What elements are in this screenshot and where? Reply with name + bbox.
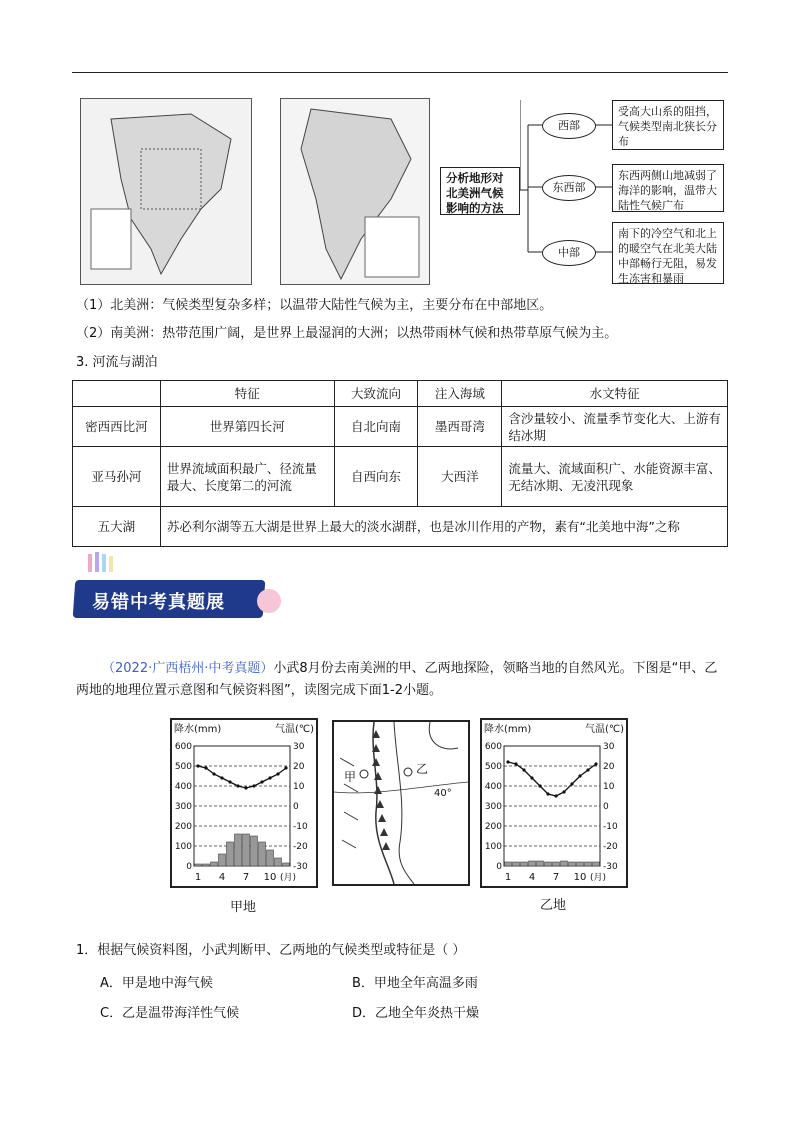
- temp-point: [244, 786, 247, 789]
- table-row: [73, 507, 728, 547]
- precip-bar: [227, 842, 234, 866]
- temp-tick-label: -20: [603, 842, 618, 852]
- precip-tick-label: 100: [484, 842, 502, 852]
- chart-caption-jia: 甲地: [230, 900, 257, 915]
- climate-chart-jia: [170, 718, 318, 890]
- temp-tick-label: -10: [293, 822, 308, 832]
- temp-point: [284, 766, 287, 769]
- precip-tick-label: 0: [496, 862, 502, 872]
- temp-tick-label: 20: [293, 762, 305, 772]
- temp-point: [522, 768, 525, 771]
- precip-tick-label: 600: [174, 742, 192, 752]
- temp-point: [228, 780, 231, 783]
- river-sea: 墨西哥湾: [418, 407, 502, 447]
- table-row: [73, 447, 728, 507]
- temp-point: [514, 762, 517, 765]
- temp-tick-label: -30: [603, 862, 618, 872]
- precip-tick-label: 500: [174, 762, 192, 772]
- precip-axis-label: 降水(mm): [174, 724, 222, 735]
- precip-bar: [569, 862, 576, 866]
- flow-branch-west: 西部: [542, 113, 596, 139]
- temp-point: [578, 774, 581, 777]
- precip-tick-label: 200: [484, 822, 502, 832]
- option-c[interactable]: C．乙是温带海洋性气候: [100, 1006, 240, 1021]
- temp-point: [236, 784, 239, 787]
- river-name: 密西西比河: [73, 407, 161, 447]
- map-label-yi: 乙: [416, 762, 429, 776]
- month-unit-label: (月): [589, 873, 607, 883]
- month-tick-label: 7: [552, 872, 560, 883]
- map-label-latitude: 40°: [434, 788, 452, 799]
- river-hydro: 含沙量较小、流量季节变化大、上游有结冰期: [502, 407, 728, 447]
- precip-tick-label: 100: [174, 842, 192, 852]
- north-america-climate-map: [80, 98, 252, 285]
- temp-point: [212, 772, 215, 775]
- option-a[interactable]: A．甲是地中海气候: [100, 976, 213, 991]
- south-america-climate-map: [280, 98, 430, 285]
- flow-text-central: 南下的冷空气和北上的暖空气在北美大陆中部畅行无阻，易发生冻害和暴雨: [612, 222, 724, 284]
- precip-tick-label: 400: [174, 782, 192, 792]
- temp-point: [196, 764, 199, 767]
- precip-tick-label: 0: [186, 862, 192, 872]
- temp-point: [570, 782, 573, 785]
- river-hydro: 流量大、流域面积广、水能资源丰富、无结冰期、无凌汛现象: [502, 447, 728, 507]
- temp-axis-label: 气温(℃): [274, 724, 314, 735]
- temp-tick-label: 30: [293, 742, 305, 752]
- question-1-stem: 1．根据气候资料图，小武判断甲、乙两地的气候类型或特征是（ ）: [76, 943, 466, 958]
- paragraph-south-america: （2）南美洲：热带范围广阔，是世界上最湿润的大洲；以热带雨林气候和热带草原气候为主。: [76, 326, 618, 341]
- river-feature: 世界第四长河: [160, 407, 334, 447]
- temp-axis-label: 气温(℃): [584, 724, 624, 735]
- temp-point: [546, 792, 549, 795]
- climate-chart-yi: [480, 718, 628, 890]
- precip-bar: [203, 864, 210, 866]
- precip-bar: [235, 834, 242, 866]
- month-unit-label: (月): [279, 873, 297, 883]
- precip-bar: [513, 862, 520, 866]
- precip-tick-label: 300: [484, 802, 502, 812]
- lake-name: 五大湖: [73, 507, 161, 547]
- river-name: 亚马孙河: [73, 447, 161, 507]
- precip-bar: [505, 862, 512, 866]
- precip-bar: [529, 861, 536, 866]
- question-intro: [76, 658, 728, 702]
- table-header: 水文特征: [502, 381, 728, 407]
- temp-tick-label: 10: [603, 782, 615, 792]
- river-sea: 大西洋: [418, 447, 502, 507]
- precip-tick-label: 500: [484, 762, 502, 772]
- precip-bar: [537, 861, 544, 866]
- table-header: [73, 381, 161, 407]
- precip-bar: [585, 862, 592, 866]
- lake-description: 苏必利尔湖等五大湖是世界上最大的淡水湖群，也是冰川作用的产物，素有“北美地中海”之称: [160, 507, 727, 547]
- precip-axis-label: 降水(mm): [484, 724, 532, 735]
- temp-point: [204, 766, 207, 769]
- month-tick-label: 7: [242, 872, 250, 883]
- flow-branch-eastwest: 东西部: [542, 175, 596, 201]
- precip-bar: [561, 861, 568, 866]
- temp-point: [538, 784, 541, 787]
- temp-tick-label: 30: [603, 742, 615, 752]
- precip-bar: [545, 862, 552, 866]
- precip-bar: [577, 862, 584, 866]
- month-tick-label: 1: [194, 872, 202, 883]
- precip-bar: [275, 858, 282, 866]
- precip-bar: [195, 864, 202, 866]
- temp-tick-label: -20: [293, 842, 308, 852]
- table-header: 特征: [160, 381, 334, 407]
- river-feature: 世界流域面积最广、径流量最大、长度第二的河流: [160, 447, 334, 507]
- precip-tick-label: 400: [484, 782, 502, 792]
- precip-tick-label: 200: [174, 822, 192, 832]
- month-tick-label: 10: [263, 872, 277, 883]
- river-direction: 自北向南: [334, 407, 418, 447]
- temp-point: [530, 776, 533, 779]
- precip-bar: [259, 842, 266, 866]
- precip-tick-label: 300: [174, 802, 192, 812]
- option-d[interactable]: D．乙地全年炎热干燥: [352, 1006, 480, 1021]
- temp-tick-label: 0: [603, 802, 609, 812]
- flow-branch-central: 中部: [542, 240, 596, 266]
- precip-bar: [267, 850, 274, 866]
- table-header-row: [73, 381, 728, 407]
- temp-point: [220, 776, 223, 779]
- paragraph-north-america: （1）北美洲：气候类型复杂多样；以温带大陆性气候为主，主要分布在中部地区。: [76, 298, 553, 313]
- temp-tick-label: -10: [603, 822, 618, 832]
- month-tick-label: 1: [504, 872, 512, 883]
- precip-bar: [283, 863, 290, 866]
- section-banner: [66, 572, 274, 624]
- temp-tick-label: 0: [293, 802, 299, 812]
- precip-bar: [219, 854, 226, 866]
- precip-bar: [593, 862, 600, 866]
- map-label-jia: 甲: [344, 770, 357, 784]
- question-source: （2022·广西梧州·中考真题）: [102, 661, 274, 676]
- chart-caption-yi: 乙地: [540, 898, 567, 913]
- temp-point: [562, 790, 565, 793]
- location-map: [332, 720, 470, 886]
- precip-bar: [251, 836, 258, 866]
- temp-point: [506, 760, 509, 763]
- section-title-rivers: 3. 河流与湖泊: [76, 355, 158, 370]
- temp-tick-label: 10: [293, 782, 305, 792]
- temp-point: [586, 768, 589, 771]
- river-direction: 自西向东: [334, 447, 418, 507]
- month-tick-label: 10: [573, 872, 587, 883]
- option-b[interactable]: B．甲地全年高温多雨: [352, 976, 478, 991]
- precip-bar: [553, 862, 560, 866]
- precip-tick-label: 600: [484, 742, 502, 752]
- table-header: 注入海域: [418, 381, 502, 407]
- temp-point: [252, 784, 255, 787]
- month-tick-label: 4: [218, 872, 226, 883]
- temp-point: [554, 794, 557, 797]
- temp-tick-label: -30: [293, 862, 308, 872]
- temp-point: [268, 776, 271, 779]
- decorative-flower-icon: [254, 584, 284, 618]
- temp-point: [260, 780, 263, 783]
- month-tick-label: 4: [528, 872, 536, 883]
- table-header: 大致流向: [334, 381, 418, 407]
- temp-point: [276, 772, 279, 775]
- flow-root-box: 分析地形对北美洲气候影响的方法: [440, 167, 520, 215]
- river-lake-table: [72, 380, 728, 547]
- decorative-pencils-icon: [86, 550, 126, 574]
- table-row: [73, 407, 728, 447]
- temp-point: [594, 762, 597, 765]
- flow-text-eastwest: 东西两侧山地减弱了海洋的影响，温带大陆性气候广布: [612, 164, 724, 212]
- precip-bar: [521, 862, 528, 866]
- header-rule: [72, 72, 728, 73]
- flow-text-west: 受高大山系的阻挡，气候类型南北狭长分布: [612, 100, 724, 150]
- precip-bar: [211, 862, 218, 866]
- precip-bar: [243, 834, 250, 866]
- temp-tick-label: 20: [603, 762, 615, 772]
- banner-title: 易错中考真题展: [92, 592, 225, 613]
- question-intro-text: 小武8月份去南美洲的甲、乙两地探险，领略当地的自然风光。下图是“甲、乙两地的地理位置示意图和气候资料图”，读图完成下面1-2小题。: [76, 661, 718, 698]
